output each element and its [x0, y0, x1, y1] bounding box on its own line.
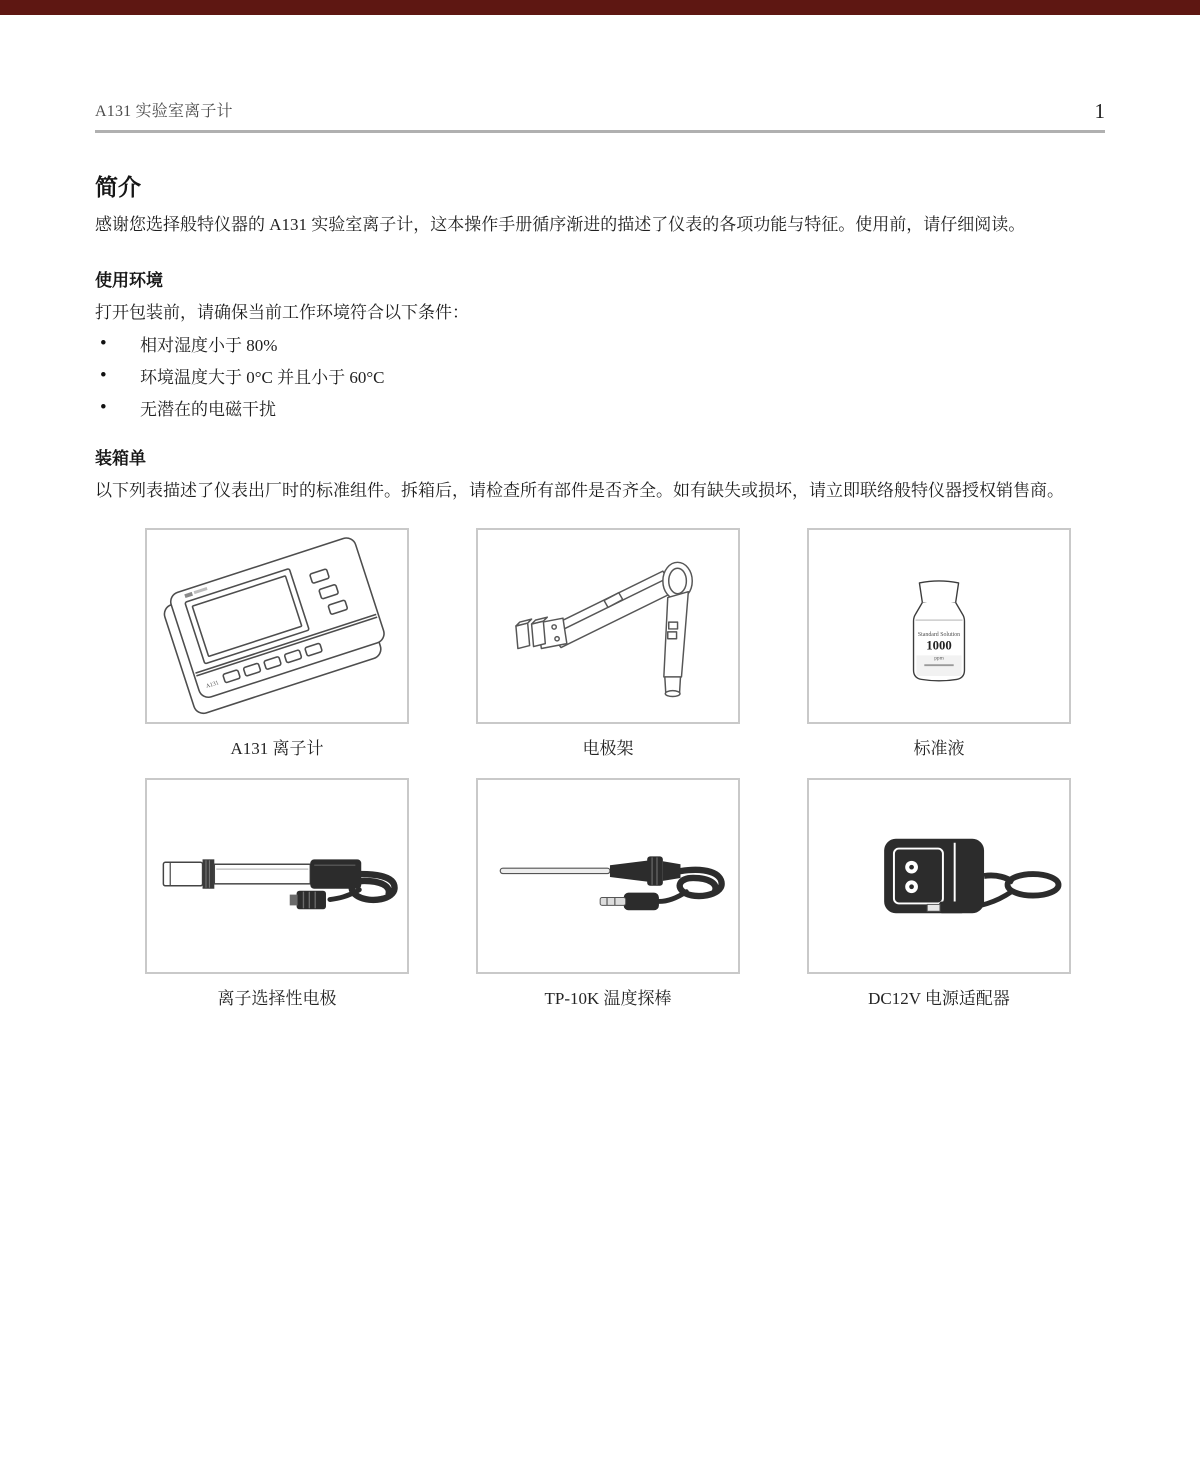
ion-meter-illustration [147, 530, 407, 722]
list-item [95, 391, 1105, 423]
environment-heading: 使用环境 [95, 271, 163, 290]
packing-item [145, 528, 409, 778]
item-image-frame [145, 528, 409, 724]
item-caption: TP-10K 温度探棒 [544, 989, 672, 1008]
item-image-frame [476, 778, 740, 974]
meter-model-label: A131 [205, 680, 220, 690]
ion-selective-electrode-illustration [147, 780, 407, 972]
item-caption: 离子选择性电极 [217, 989, 337, 1008]
intro-paragraph: 感谢您选择般特仪器的 A131 实验室离子计，这本操作手册循序渐进的描述了仪表的各项功能与特征。使用前，请仔细阅读。 [95, 215, 1026, 234]
top-accent-bar [0, 0, 1200, 15]
bullet-text: 无潜在的电磁干扰 [140, 399, 276, 419]
list-item [95, 327, 1105, 359]
item-caption: 标准液 [913, 739, 965, 758]
list-item [95, 359, 1105, 391]
bottle-label-unit: ppm [934, 655, 944, 662]
packing-item [807, 528, 1071, 778]
item-image-frame [476, 528, 740, 724]
item-image-frame [807, 528, 1071, 724]
intro-heading: 简介 [95, 175, 141, 200]
environment-lead: 打开包装前，请确保当前工作环境符合以下条件： [95, 303, 469, 322]
item-caption: A131 离子计 [230, 739, 324, 758]
packing-item [807, 778, 1071, 1028]
item-image-frame [145, 778, 409, 974]
bullet-text: 环境温度大于 0°C 并且小于 60°C [140, 367, 385, 387]
packing-items-grid [145, 528, 1105, 1028]
electrode-stand-illustration [478, 530, 738, 722]
item-caption: DC12V 电源适配器 [868, 989, 1010, 1008]
packing-item [476, 528, 740, 778]
bottle-label-title: Standard Solution [917, 631, 961, 638]
bullet-icon: • [100, 364, 107, 386]
packing-list-heading: 装箱单 [95, 449, 146, 468]
document-header [95, 0, 1105, 122]
item-caption: 电极架 [582, 739, 634, 758]
page-number: 1 [1094, 99, 1105, 123]
document-title: A131 实验室离子计 [95, 103, 233, 120]
bullet-text: 相对湿度小于 80% [140, 335, 278, 355]
environment-bullet-list [95, 327, 1105, 423]
power-adapter-illustration [809, 780, 1069, 972]
item-image-frame [807, 778, 1071, 974]
packing-list-lead: 以下列表描述了仪表出厂时的标准组件。拆箱后，请检查所有部件是否齐全。如有缺失或损坏，请立即联络般特仪器授权销售商。 [95, 481, 1064, 500]
bullet-icon: • [100, 332, 107, 354]
temperature-probe-illustration [478, 780, 738, 972]
packing-item [476, 778, 740, 1028]
header-divider [95, 130, 1105, 133]
standard-solution-bottle-illustration [809, 530, 1069, 722]
bullet-icon: • [100, 396, 107, 418]
bottle-label-value: 1000 [926, 638, 952, 653]
packing-item [145, 778, 409, 1028]
